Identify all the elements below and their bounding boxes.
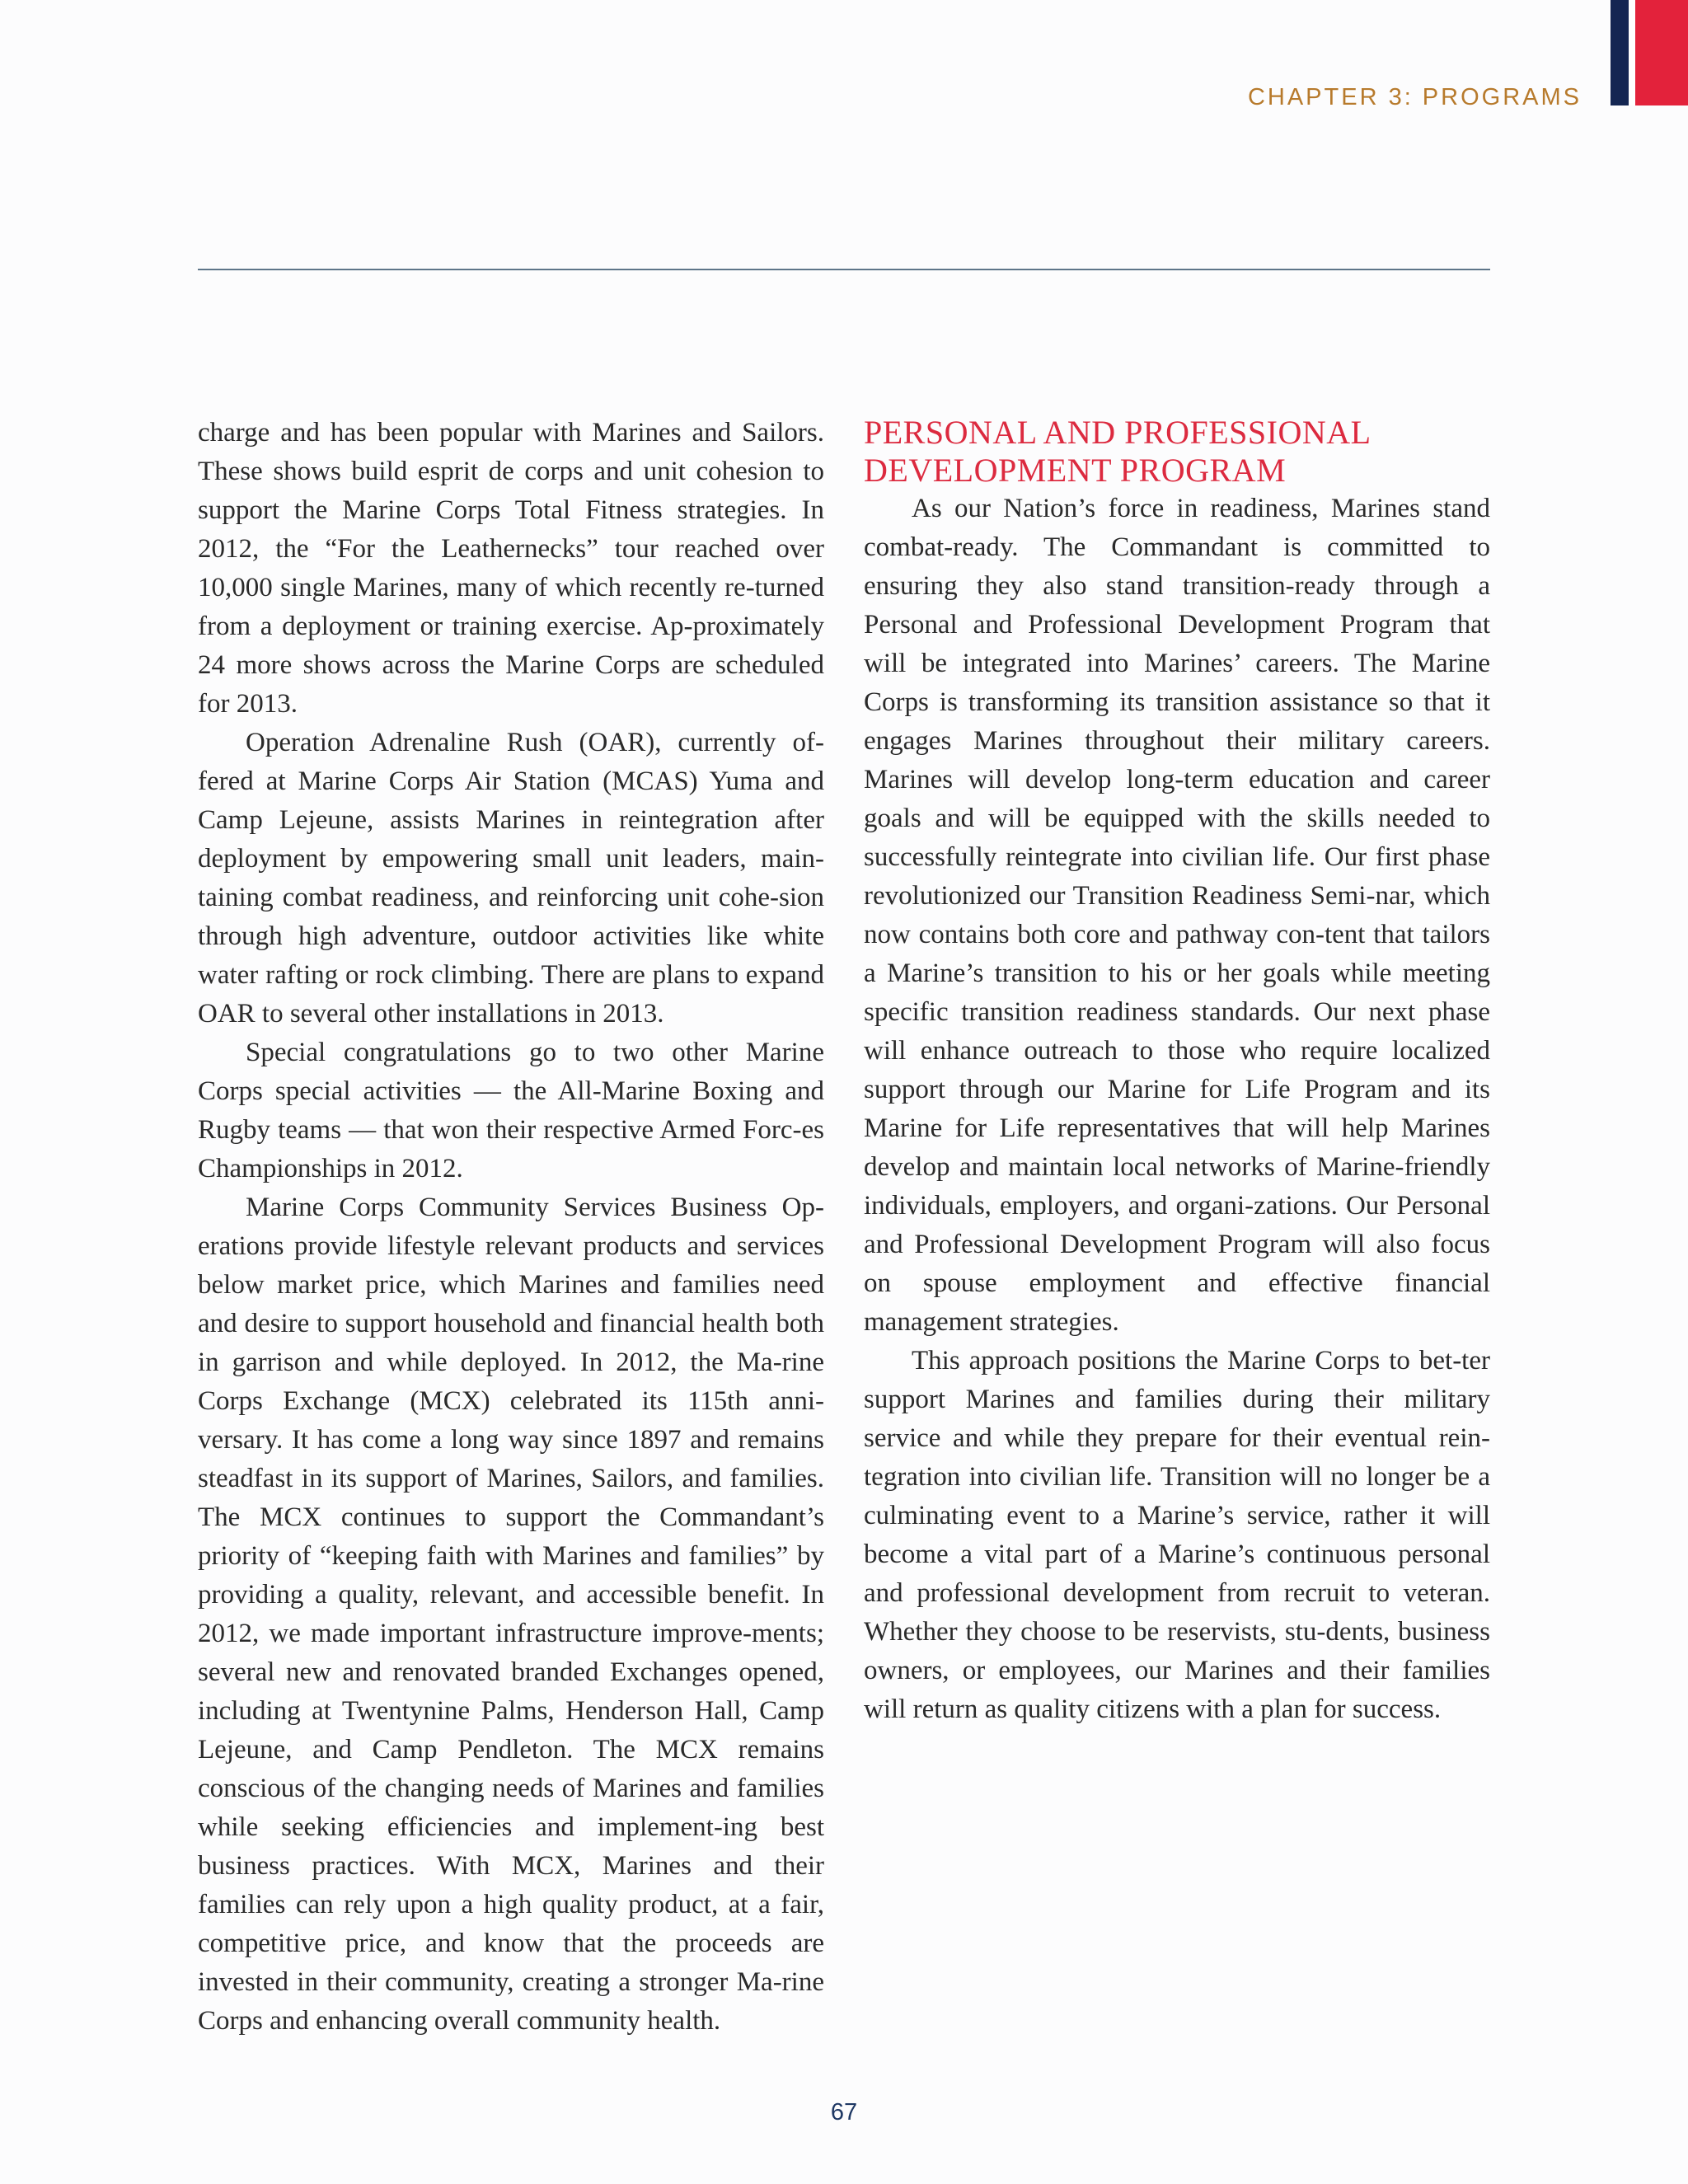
right-column <box>864 414 1490 1729</box>
body-paragraph: Operation Adrenaline Rush (OAR), currently of-fered at Marine Corps Air Station (MCAS) Yuma and Camp Lejeune, assists Marines in reintegration after deployment by empowering small unit leaders, main-taining combat readiness, and reinforcing unit cohe-sion through high adventure, outdoor activities like white water rafting or rock climbing. There are plans to expand OAR to several other installations in 2013. <box>198 728 824 1029</box>
white-stripe-decoration <box>1629 0 1635 105</box>
navy-stripe-decoration <box>1611 0 1629 105</box>
page-number: 67 <box>830 2099 858 2125</box>
chapter-header: CHAPTER 3: PROGRAMS <box>1247 84 1582 110</box>
body-paragraph: This approach positions the Marine Corps to bet-ter support Marines and families during their military service and while they prepare for their eventual rein-tegration into civilian life. Transition will no longer be a culminating event to a Marine’s service, rather it will become a vital part of a Marine’s continuous personal and professional development from recruit to veteran. Whether they choose to be reservists, stu-dents, business owners, or employees, our Marines and their families will return as quality citizens with a plan for success. <box>864 1346 1490 1724</box>
red-stripe-decoration <box>1635 0 1688 105</box>
header-divider <box>198 269 1490 270</box>
section-heading: PERSONAL AND PROFESSIONAL DEVELOPMENT PROGRAM <box>864 414 1371 489</box>
body-paragraph: Marine Corps Community Services Business Op-erations provide lifestyle relevant products and services below market price, which Marines and families need and desire to support household and financial health both in garrison and while deployed. In 2012, the Ma-rine Corps Exchange (MCX) celebrated its 115th anni-versary. It has come a long way since 1897 and remains steadfast in its support of Marines, Sailors, and families. The MCX continues to support the Commandant’s priority of “keeping faith with Marines and families” by providing a quality, relevant, and accessible benefit. In 2012, we made important infrastructure improve-ments; several new and renovated branded Exchanges opened, including at Twentynine Palms, Henderson Hall, Camp Lejeune, and Camp Pendleton. The MCX remains conscious of the changing needs of Marines and families while seeking efficiencies and implement-ing best business practices. With MCX, Marines and their families can rely upon a high quality product, at a fair, competitive price, and know that the proceeds are invested in their community, creating a stronger Ma-rine Corps and enhancing overall community health. <box>198 1193 824 2036</box>
left-column <box>198 414 824 2041</box>
body-paragraph: charge and has been popular with Marines and Sailors. These shows build esprit de corps and unit cohesion to support the Marine Corps Total Fitness strategies. In 2012, the “For the Leathernecks” tour reached over 10,000 single Marines, many of which recently re-turned from a deployment or training exercise. Ap-proximately 24 more shows across the Marine Corps are scheduled for 2013. <box>198 418 824 719</box>
body-paragraph: Special congratulations go to two other Marine Corps special activities — the All-Marine Boxing and Rugby teams — that won their respective Armed Forc-es Championships in 2012. <box>198 1038 824 1183</box>
body-paragraph: As our Nation’s force in readiness, Marines stand combat-ready. The Commandant is committed to ensuring they also stand transition-ready through a Personal and Professional Development Program that will be integrated into Marines’ careers. The Marine Corps is transforming its transition assistance so that it engages Marines throughout their military careers. Marines will develop long-term education and career goals and will be equipped with the skills needed to successfully reintegrate into civilian life. Our first phase revolutionized our Transition Readiness Semi-nar, which now contains both core and pathway con-tent that tailors a Marine’s transition to his or her goals while meeting specific transition readiness standards. Our next phase will enhance outreach to those who require localized support through our Marine for Life Program and its Marine for Life representatives that will help Marines develop and maintain local networks of Marine-friendly individuals, employers, and organi-zations. Our Personal and Professional Development Program will also focus on spouse employment and effective financial management strategies. <box>864 494 1490 1337</box>
